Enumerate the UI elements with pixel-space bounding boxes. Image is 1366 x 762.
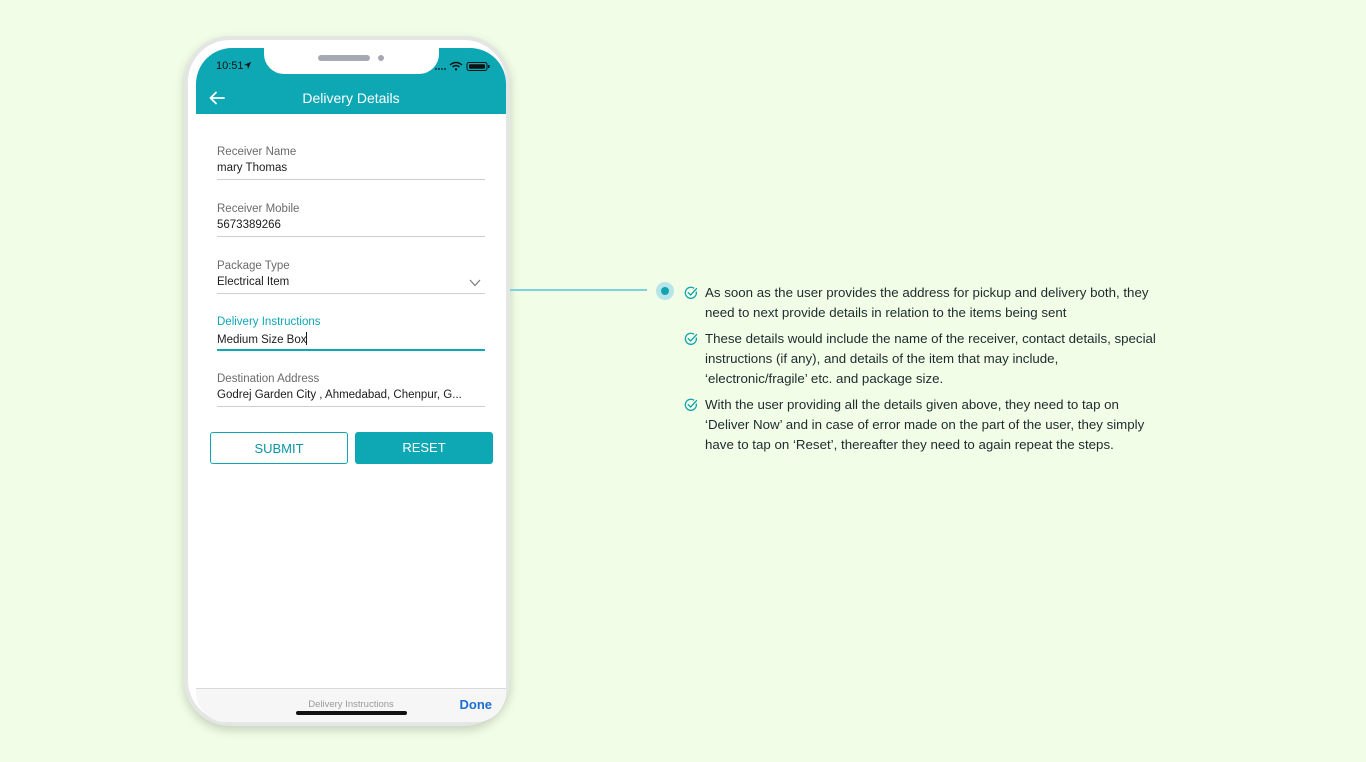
note-item (684, 329, 1164, 389)
receiver-name-value[interactable]: mary Thomas (217, 162, 288, 174)
accessory-field-label: Delivery Instructions (308, 699, 394, 710)
note-text: With the user providing all the details given above, they need to tap on ‘Deliver Now’ and in case of error made on the part of the user, they simply have to tap on ‘Reset’, thereafter they need to again repeat the steps. (705, 397, 1145, 452)
status-time: 10:51 (216, 60, 244, 72)
receiver-name-field[interactable] (217, 146, 485, 190)
check-circle-icon (684, 332, 698, 346)
phone-screen (196, 48, 506, 722)
note-text: As soon as the user provides the address for pickup and delivery both, they need to next provide details in relation to the items being sent (705, 285, 1149, 320)
phone-bezel (188, 40, 506, 722)
connector-line (510, 289, 647, 291)
speaker-grille (318, 55, 370, 61)
check-circle-icon (684, 398, 698, 412)
location-arrow-icon (243, 61, 252, 70)
delivery-instructions-value: Medium Size Box (217, 334, 307, 346)
done-button[interactable]: Done (459, 697, 492, 712)
phone-notch (264, 48, 439, 74)
note-item (684, 283, 1164, 323)
note-item (684, 395, 1164, 455)
field-underline (217, 293, 485, 294)
package-type-label: Package Type (217, 260, 290, 272)
check-circle-icon (684, 286, 698, 300)
keyboard-accessory-bar (196, 688, 506, 722)
receiver-mobile-label: Receiver Mobile (217, 203, 300, 215)
destination-address-field[interactable] (217, 373, 485, 417)
front-camera (378, 55, 384, 61)
destination-address-label: Destination Address (217, 373, 320, 385)
destination-address-value[interactable]: Godrej Garden City , Ahmedabad, Chenpur, G... (217, 389, 462, 401)
submit-button[interactable]: SUBMIT (210, 432, 348, 464)
app-bar (196, 48, 506, 114)
delivery-instructions-label: Delivery Instructions (217, 316, 321, 328)
chevron-down-icon[interactable] (469, 279, 481, 287)
receiver-mobile-field[interactable] (217, 203, 485, 247)
feature-notes (684, 283, 1164, 461)
phone-mockup (184, 36, 510, 726)
connector-dot (656, 282, 674, 300)
package-type-select[interactable] (217, 260, 485, 304)
field-underline-active (217, 349, 485, 351)
receiver-mobile-value[interactable]: 5673389266 (217, 219, 281, 231)
text-caret (306, 332, 307, 345)
receiver-name-label: Receiver Name (217, 146, 297, 158)
reset-button[interactable]: RESET (355, 432, 493, 464)
page-title: Delivery Details (302, 90, 400, 106)
field-underline (217, 179, 485, 180)
field-underline (217, 406, 485, 407)
note-text: These details would include the name of the receiver, contact details, special instructions (if any), and details of the item that may include, ‘electronic/fragile’ etc. and package size. (705, 331, 1156, 386)
home-indicator[interactable] (296, 711, 407, 715)
status-signal-wifi-battery-icon (434, 61, 494, 71)
field-underline (217, 236, 485, 237)
delivery-instructions-field[interactable] (217, 316, 485, 360)
package-type-value[interactable]: Electrical Item (217, 276, 290, 288)
delivery-instructions-input[interactable] (217, 332, 481, 346)
